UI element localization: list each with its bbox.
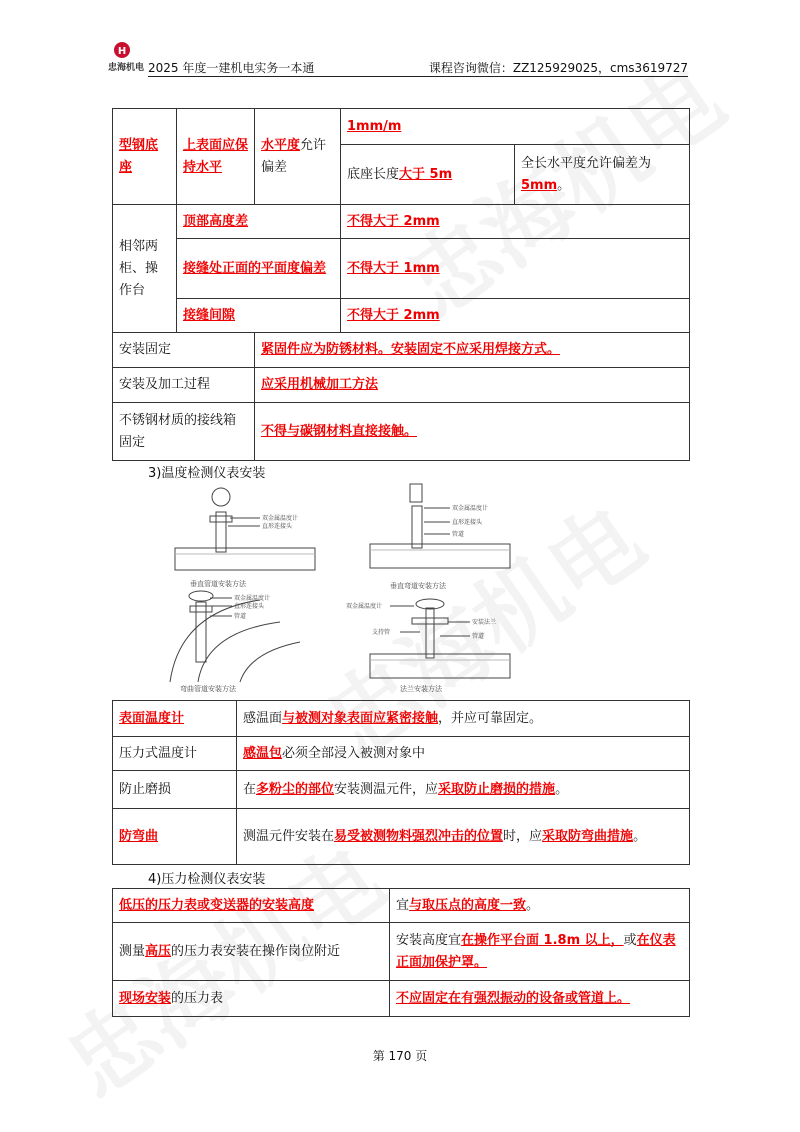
fig4-caption: 法兰安装方法 [400,685,442,692]
stainless-value: 不得与碳钢材料直接接触。 [255,403,690,461]
page-header [108,40,688,76]
header-title: 2025 年度一建机电实务一本通 [148,61,315,75]
table-row-value: 安装高度宜在操作平台面 1.8m 以上，或在仪表正面加保护罩。 [390,923,690,981]
figure-curved-pipe [170,591,300,692]
base-level: 上表面应保持水平 [177,109,255,205]
levelness-value: 1mm/m [341,109,690,145]
fig3-label-thermometer: 双金属温度计 [234,595,271,602]
levelness-label: 水平度允许偏差 [255,109,341,205]
full-length-tolerance: 全长水平度允许偏差为5mm。 [515,145,690,205]
process-label: 安装及加工过程 [113,368,255,403]
fig2-label-pipe: 管道 [452,531,465,538]
table-row-value: 不得大于 2mm [341,299,690,333]
fig4-label-pipe: 管道 [472,633,485,640]
logo-text: 忠海机电 [108,63,145,73]
table-row-value: 感温包必须全部浸入被测对象中 [237,737,690,771]
table-row-label: 防弯曲 [113,809,237,865]
section-heading-pressure: 4)压力检测仪表安装 [148,872,266,887]
fig1-label-thermometer: 双金属温度计 [262,515,299,522]
fig3-label-pipe: 管道 [234,613,247,620]
fig2-label-connector: 直形连接头 [452,519,483,526]
base-length: 底座长度大于 5m [341,145,515,205]
process-value: 应采用机械加工方法 [255,368,690,403]
figure-vertical-pipe [175,488,315,588]
svg-text:H: H [117,46,127,57]
fig3-label-connector: 直形连接头 [234,603,265,610]
temperature-installation-figures [150,482,650,692]
install-requirements-table [112,108,690,461]
table-row-label: 顶部高度差 [177,205,341,239]
stainless-label: 不锈钢材质的接线箱固定 [113,403,255,461]
table-row-label: 现场安装的压力表 [113,981,390,1017]
fig1-label-connector: 直形连接头 [262,523,293,530]
fig4-label-flange: 安装法兰 [472,619,497,626]
install-fix-label: 安装固定 [113,333,255,368]
table-row-value: 测温元件安装在易受被测物料强烈冲击的位置时，应采取防弯曲措施。 [237,809,690,865]
table-row-label: 测量高压的压力表安装在操作岗位附近 [113,923,390,981]
adjacent-group-label: 相邻两柜、操作台 [113,205,177,333]
temperature-instrument-table [112,700,690,865]
table-row-label: 表面温度计 [113,701,237,737]
fig2-caption: 垂直弯道安装方法 [390,582,446,590]
section-heading-temperature: 3)温度检测仪表安装 [148,466,266,481]
table-row-label: 接缝间隙 [177,299,341,333]
fig1-caption: 垂直管道安装方法 [190,580,246,588]
logo [108,40,148,74]
table-row-label: 低压的压力表或变送器的安装高度 [113,889,390,923]
header-contact: 课程咨询微信：ZZ125929025，cms3619727 [428,61,688,75]
table-row-value: 宜与取压点的高度一致。 [390,889,690,923]
fig4-label-support: 支持管 [372,629,391,636]
install-fix-value: 紧固件应为防锈材料。安装固定不应采用焊接方式。 [255,333,690,368]
pressure-instrument-table [112,888,690,1017]
table-row-value: 不应固定在有强烈振动的设备或管道上。 [390,981,690,1017]
table-row-label: 接缝处正面的平面度偏差 [177,239,341,299]
table-row-label: 压力式温度计 [113,737,237,771]
table-row-value: 不得大于 1mm [341,239,690,299]
fig2-label-thermometer: 双金属温度计 [452,505,489,512]
fig3-caption: 弯曲管道安装方法 [180,685,236,692]
figure-flange [346,599,510,692]
page-number: 第 170 页 [372,1049,428,1063]
base-label: 型钢底座 [113,109,177,205]
header-divider [148,76,688,77]
table-row-value: 在多粉尘的部位安装测温元件，应采取防止磨损的措施。 [237,771,690,809]
figure-vertical-elbow [370,484,510,590]
fig4-label-thermometer: 双金属温度计 [346,603,383,610]
table-row-value: 感温面与被测对象表面应紧密接触，并应可靠固定。 [237,701,690,737]
table-row-label: 防止磨损 [113,771,237,809]
table-row-value: 不得大于 2mm [341,205,690,239]
